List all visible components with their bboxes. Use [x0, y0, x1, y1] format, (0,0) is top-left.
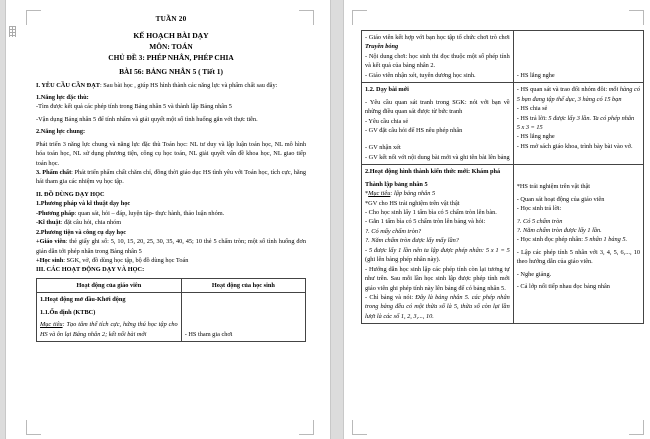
subject-title: MÔN: TOÁN: [149, 42, 193, 52]
game-content: - Nội dung chơi: học sinh thi đọc thuộc một số phép tính và kết quả của bảng nhân 2.: [365, 52, 510, 70]
crop-mark-bottom-left-icon: [26, 420, 41, 435]
student-observe-detail: mỗi hàng có 5 bạn đang tập thể dục, 3 hàng có 15 bạn: [516, 86, 641, 103]
table-cell-student: [513, 83, 643, 165]
table-cell-teacher: [362, 31, 514, 83]
competency-specific-bullet-1: -Tìm được kết quả các phép tính trong Bảng nhân 5 và thành lập Bảng nhân 5: [36, 103, 232, 111]
student-read-text: - Học sinh đọc phép nhân:: [516, 236, 585, 244]
student-build-rest: - Lập các phép tính 5 nhân với 3, 4, 5, 6,..., 10 theo hướng dẫn của giáo viên.: [516, 248, 640, 266]
build-table-question-1: ?. Có mấy chấm tròn?: [365, 227, 422, 235]
crop-mark-top-right-icon-right: [629, 10, 644, 25]
quality-body: : Phát triển phẩm chất chăm chỉ, đồng thời giáo dục HS tình yêu với Toán học, tích cực, hăng hái tham gia các nhiệm vụ học tập.: [36, 169, 306, 186]
student-answer-text: - HS trả lời:: [516, 114, 549, 122]
activity-1-goal: [40, 320, 178, 339]
build-table-step-4: [365, 246, 510, 265]
section-requirements-heading: I. YÊU CẦU CẦN ĐẠT: [36, 81, 100, 89]
table-header-teacher: Hoạt động của giáo viên: [37, 278, 182, 292]
table-cell-teacher: [37, 293, 182, 342]
game-intro: [365, 33, 510, 52]
build-table-question-2: ?. Năm chấm tròn được lấy mấy lần?: [365, 237, 459, 245]
document-page-left: [6, 0, 330, 439]
table-cell-teacher: [362, 165, 514, 324]
competency-general-body: Phát triển 3 năng lực chung và năng lực đặc thù Toán học: NL tư duy và lập luận toán học, NL mô hình hóa toán học, NL sử dụng phương tiện, công cụ học toán, NL giải quyết vấn đề khoa học, NL giao tiếp toán học.: [36, 140, 306, 167]
table-row: [362, 83, 644, 165]
student-read-multiplication: [517, 235, 640, 244]
activity-1-goal-label: Mục tiêu: [40, 321, 63, 329]
teacher-materials-body: : thẻ giấy ghi số: 5, 10, 15, 20, 25, 30, 35, 40, 45; 10 thẻ 5 chấm tròn; một số tình huống đơn giản dẫn tới phép nhân trong Bảng nhân 5: [36, 238, 306, 255]
section-requirements: [36, 81, 306, 90]
technique-label: -Kĩ thuật: [36, 219, 61, 227]
method-body: : quan sát, hỏi – đáp, luyện tập- thực hành, thảo luận nhóm.: [74, 209, 225, 217]
student-watch: - Quan sát hoạt động của giáo viên: [516, 195, 605, 203]
table-cell-student: [513, 31, 643, 83]
left-page-content: [36, 14, 306, 342]
crop-mark-bottom-right-icon: [299, 420, 314, 435]
method-label: -Phương pháp: [36, 209, 75, 217]
build-table-step-4-note: (ghi lên bảng phép nhân này).: [365, 256, 441, 264]
method-heading: 1.Phương pháp và kĩ thuật dạy học: [36, 200, 131, 208]
table-cell-student: [513, 165, 643, 324]
section-requirements-intro: : Sau bài học , giúp HS hình thành các năng lực và phẩm chất sau đây:: [99, 81, 278, 89]
build-table-step-6-text: - Chỉ bảng và nói:: [365, 293, 416, 301]
build-table-heading: Thành lập bảng nhân 5: [365, 180, 428, 188]
game-feedback: - Giáo viên nhận xét, tuyên dương học sinh.: [365, 71, 476, 79]
student-read-equation: 5 nhân 1 bảng 5.: [584, 236, 628, 244]
student-question-1: ?. Có 5 chấm tròn: [516, 217, 563, 225]
technique-paragraph: [36, 218, 306, 227]
new-lesson-step-3: - GV đặt câu hỏi để HS nêu phép nhân: [365, 126, 463, 134]
page-handle-icon: [9, 26, 16, 37]
student-listen: - HS lắng nghe: [516, 71, 555, 79]
table-cell-teacher: [362, 83, 514, 165]
build-table-step-5: - Hướng dẫn học sinh lập các phép tính còn lại tương tự như trên. Sau mỗi lần học sinh lập được phép tính mới giáo viên ghi phép tính này lên bảng để có bảng nhân 5.: [365, 265, 510, 292]
build-table-step-3: - Gắn 1 tấm bìa có 5 chấm tròn lên bảng và hỏi:: [365, 218, 486, 226]
student-materials-label: +Học sinh: [36, 256, 64, 264]
competency-specific-heading: 1.Năng lực đặc thù:: [36, 93, 89, 101]
build-table-step-6: [365, 293, 510, 321]
student-answer-detail: 5 được lấy 3 lần. Ta có phép nhân: [548, 114, 635, 122]
table-header-student: Hoạt động của học sinh: [181, 278, 305, 292]
build-table-goal-label: Mục tiêu: [368, 190, 391, 198]
student-answer-equation: 5 x 3 = 15: [516, 123, 543, 131]
new-lesson-step-5: - GV kết nối với nội dung bài mới và ghi tên bài lên bảng: [365, 153, 510, 161]
teacher-materials-label: +Giáo viên: [36, 238, 66, 246]
week-title: TUẦN 20: [155, 15, 187, 23]
build-table-step-6-quote: Đây là bảng nhân 5. các phép nhân trong bảng đều có một thừa số là 5, thừa số còn lại lần lượt là các số 1, 2, 3,..., 10.: [365, 293, 510, 320]
new-lesson-step-4: - GV nhận xét: [365, 144, 401, 152]
student-reply: - Học sinh trả lời:: [516, 205, 562, 213]
crop-mark-bottom-left-icon-right: [352, 420, 367, 435]
table-row: [37, 293, 306, 342]
student-listen-lecture: - Nghe giảng.: [516, 270, 552, 278]
activity-1-goal-body: : Tạo tâm thế tích cực, hứng thú học tập cho HS và ôn lại Bảng nhân 2; kết nối bài mới: [40, 321, 178, 338]
student-open-book: - HS mở sách giáo khoa, trình bày bài vào vở.: [516, 142, 633, 150]
section-activities-heading: III. CÁC HOẠT ĐỘNG DẠY VÀ HỌC:: [36, 266, 145, 274]
materials-heading: 2.Phương tiện và công cụ dạy học: [36, 228, 127, 236]
activity-1-student-response: - HS tham gia chơi: [184, 330, 233, 338]
build-table-step-2: - Cho học sinh lấy 1 tấm bìa có 5 chấm tròn lên bàn.: [365, 209, 497, 216]
build-table-goal: [365, 189, 510, 198]
game-intro-text: - Giáo viên kết hợp với bạn học tập tổ chức chơi trò chơi: [365, 34, 510, 41]
build-table-goal-body: : lập bảng nhân 5: [390, 190, 436, 198]
student-materials-body: : SGK, vở, đồ dùng học tập, bộ đồ dùng học Toán: [63, 256, 189, 264]
student-class-read: - Cả lớp nối tiếp nhau đọc bảng nhân: [516, 283, 610, 291]
student-experience: *HS trải nghiệm trên vật thật: [516, 183, 591, 191]
student-materials-paragraph: [36, 256, 306, 265]
section-equipment-heading: II. ĐỒ DÙNG DẠY HỌC: [36, 190, 105, 198]
activities-table-right: [361, 30, 644, 324]
crop-mark-bottom-right-icon-right: [629, 420, 644, 435]
build-table-step-1: *GV cho HS trải nghiệm trên vật thật: [365, 199, 460, 207]
competency-specific-bullet-2: -Vận dụng Bảng nhân 5 để tính nhẩm và giải quyết một số tình huống gắn với thực tiễn.: [36, 115, 258, 123]
table-row: [362, 31, 644, 83]
student-observe-text: - HS quan sát và trao đổi nhóm đôi:: [516, 86, 609, 94]
teacher-materials-paragraph: [36, 237, 306, 256]
technique-body: : đặt câu hỏi, chia nhóm: [60, 219, 122, 227]
table-header-row: [37, 278, 306, 292]
method-paragraph: [36, 209, 306, 218]
student-share: - HS chia sẻ: [516, 105, 548, 113]
table-cell-student: [181, 293, 305, 342]
activity-1-1-heading: 1.1.Ổn định (KTBC): [40, 308, 96, 316]
student-observe: [517, 85, 640, 104]
new-lesson-heading: 1.2. Dạy bài mới: [365, 86, 409, 94]
crop-mark-top-left-icon-right: [352, 10, 367, 25]
game-name: Truyền bóng: [365, 43, 399, 51]
student-answer: [517, 114, 640, 123]
plan-title: KẾ HOẠCH BÀI DẠY: [133, 30, 209, 40]
activity-2-heading: 2.Hoạt động hình thành kiến thức mới: Khám phá: [365, 168, 501, 176]
student-question-2: ?. Năm chấm tròn được lấy 1 lần.: [516, 227, 602, 234]
document-page-right: [344, 0, 650, 439]
build-table-step-4-em: - 5 được lấy 1 lần nên ta lập được phép nhân: 5 x 1 = 5: [365, 246, 510, 254]
topic-title: CHỦ ĐỀ 3: PHÉP NHÂN, PHÉP CHIA: [108, 53, 234, 63]
table-row: [362, 165, 644, 324]
right-page-content: [361, 30, 644, 324]
activities-table-left: [36, 278, 306, 342]
new-lesson-step-2: - Yêu cầu chia sẻ: [365, 117, 409, 125]
lesson-title: BÀI 56: BẢNG NHÂN 5 ( Tiết 1): [119, 67, 223, 77]
goal-star: *: [365, 190, 369, 198]
quality-paragraph: [36, 168, 306, 187]
quality-heading: 3. Phẩm chất: [36, 169, 72, 177]
student-listen-2: - HS lắng nghe: [516, 133, 555, 141]
new-lesson-step-1: - Yêu cầu quan sát tranh trong SGK: nói với bạn về những điều quan sát được từ bức tranh: [365, 98, 510, 116]
competency-general-heading: 2.Năng lực chung:: [36, 128, 86, 136]
activity-1-heading: 1.Hoạt động mở đầu-Khởi động: [40, 296, 126, 304]
